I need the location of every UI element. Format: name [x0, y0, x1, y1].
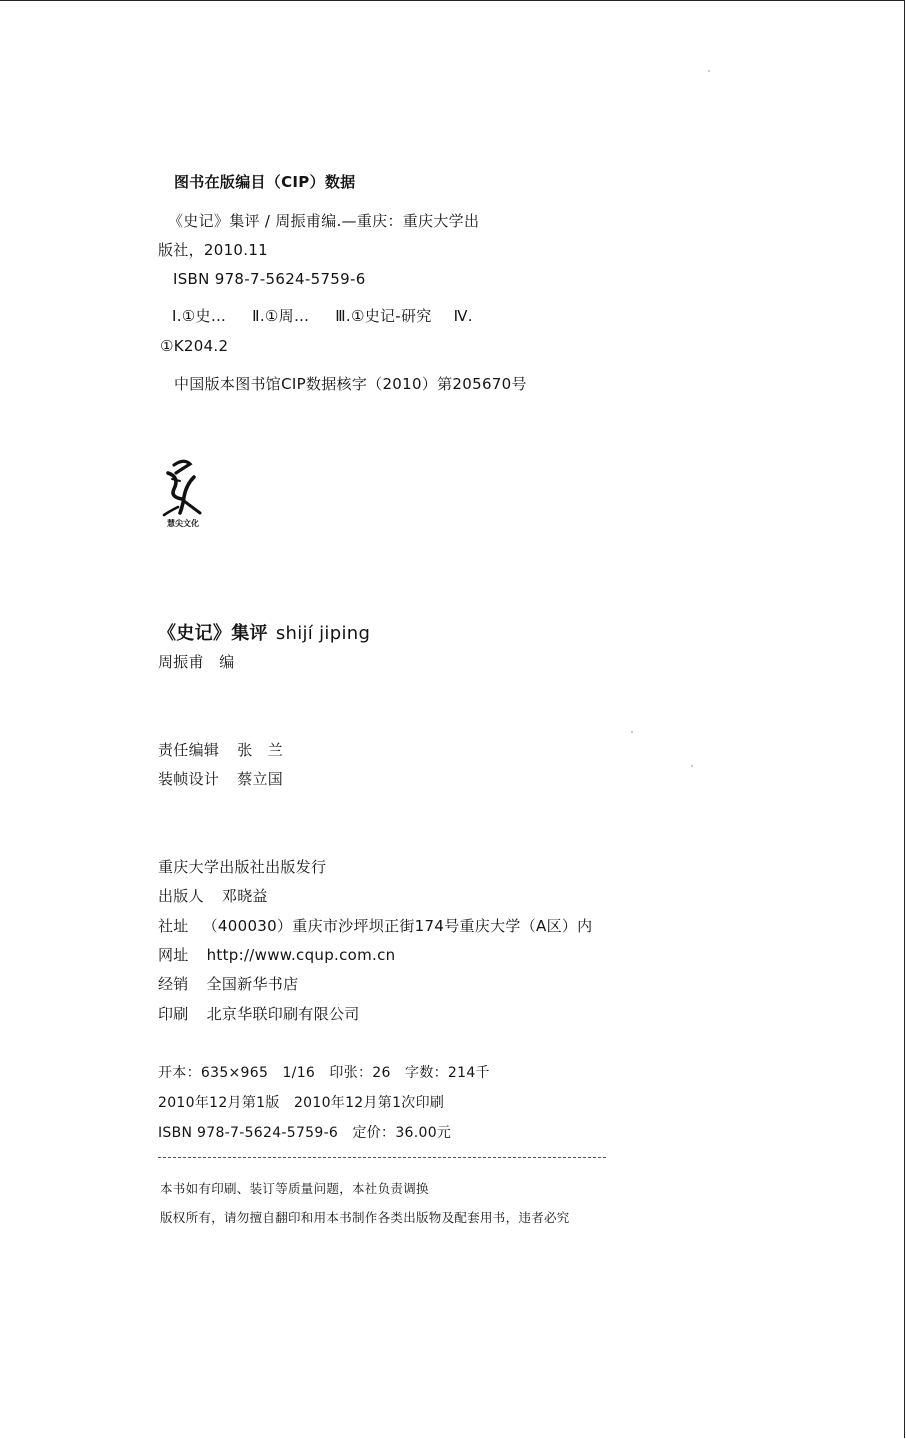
publisher-logo: [160, 455, 206, 533]
cip-classification: [172, 306, 473, 326]
responsible-editor: [158, 740, 283, 760]
logo-glyph-icon: [160, 455, 206, 519]
isbn-price: ISBN 978-7-5624-5759-6 定价：36.00元: [158, 1125, 452, 1141]
cip-line-2: 版社，2010.11: [158, 241, 269, 259]
book-author: 周振甫 编: [158, 653, 235, 671]
book-title-line: [158, 622, 370, 646]
format-specs: 开本：635×965 1/16 印张：26 字数：214千: [158, 1065, 490, 1081]
cip-isbn: ISBN 978-7-5624-5759-6: [173, 270, 366, 288]
scan-speck: [631, 731, 633, 733]
edition-info: 2010年12月第1版 2010年12月第1次印刷: [158, 1095, 445, 1111]
cip-class-ii: Ⅱ.①周…: [252, 307, 310, 325]
logo-label: 慧尖文化: [167, 519, 199, 528]
publisher-person-row: [158, 886, 268, 906]
publisher-line: 重庆大学出版社出版发行: [158, 858, 327, 876]
book-title: 《史记》集评: [158, 623, 268, 644]
responsible-editor-name: 张 兰: [237, 741, 284, 759]
printing-row: [158, 1004, 360, 1024]
cip-class-iv: Ⅳ.: [453, 307, 473, 325]
cip-heading: 图书在版编目（CIP）数据: [174, 173, 356, 191]
quality-notice: 本书如有印刷、装订等质量问题，本社负责调换: [160, 1181, 429, 1196]
distribution-value: 全国新华书店: [206, 975, 299, 993]
website-row: [158, 945, 395, 965]
address-value: （400030）重庆市沙坪坝正街174号重庆大学（A区）内: [202, 917, 593, 935]
scan-speck: [708, 70, 710, 72]
cover-designer: [158, 769, 283, 789]
address-row: [158, 916, 592, 936]
cover-designer-name: 蔡立国: [237, 770, 284, 788]
cover-designer-label: 装帧设计: [158, 770, 220, 788]
cip-line-1: 《史记》集评 / 周振甫编.—重庆：重庆大学出: [168, 212, 480, 230]
printing-value: 北京华联印刷有限公司: [206, 1005, 360, 1023]
divider: [158, 1157, 606, 1158]
copyright-notice: 版权所有，请勿擅自翻印和用本书制作各类出版物及配套用书，违者必究: [160, 1210, 570, 1225]
website-label: 网址: [158, 946, 189, 964]
publisher-person-label: 出版人: [158, 887, 204, 905]
scan-speck: [691, 765, 693, 767]
address-label: 社址: [158, 917, 189, 935]
book-title-pinyin: shijí jiping: [275, 623, 371, 644]
distribution-row: [158, 974, 298, 994]
cip-class-i: Ⅰ.①史…: [172, 307, 227, 325]
responsible-editor-label: 责任编辑: [158, 741, 220, 759]
publisher-person: 邓晓益: [221, 887, 268, 905]
cip-number: 中国版本图书馆CIP数据核字（2010）第205670号: [174, 375, 527, 393]
printing-label: 印刷: [158, 1005, 189, 1023]
distribution-label: 经销: [158, 975, 189, 993]
cip-class-iii: Ⅲ.①史记-研究: [335, 307, 432, 325]
cip-class-code: ①K204.2: [160, 337, 229, 355]
website-value: http://www.cqup.com.cn: [206, 946, 396, 964]
